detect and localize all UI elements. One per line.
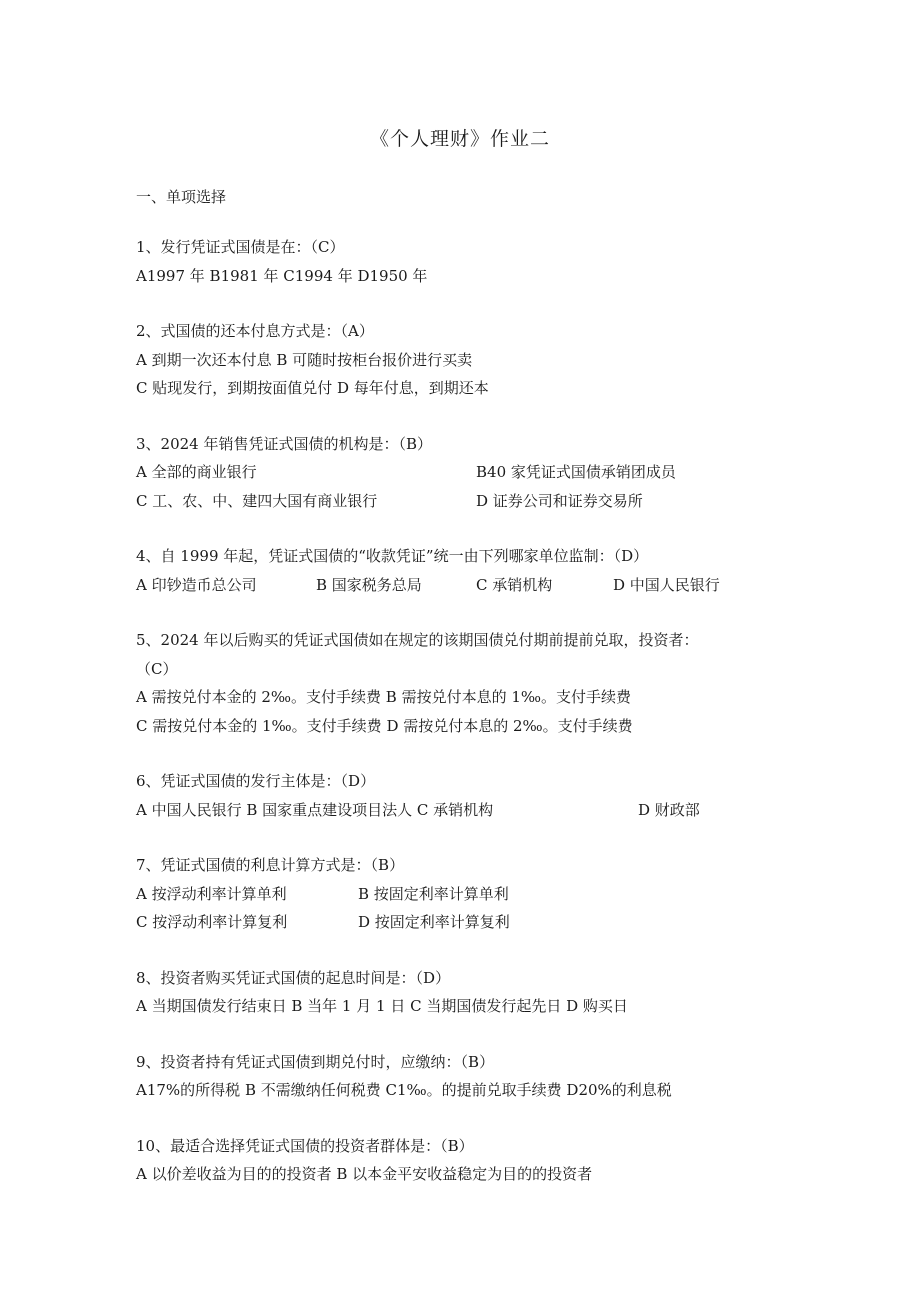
question-options-row-1: A 到期一次还本付息 B 可随时按柜台报价进行买卖 <box>136 350 473 369</box>
question-stem: 2、式国债的还本付息方式是：（A） <box>136 322 374 340</box>
question-options-row-1: A 需按兑付本金的 2‰。支付手续费 B 需按兑付本息的 1‰。支付手续费 <box>136 688 632 706</box>
question-stem: 3、2024 年销售凭证式国债的机构是：（B） <box>136 434 433 453</box>
question-stem-continued: （C） <box>136 659 178 678</box>
question-options-row-2 <box>136 908 776 937</box>
question-stem: 8、投资者购买凭证式国债的起息时间是：（D） <box>136 968 451 987</box>
question-stem: 4、自 1999 年起，凭证式国债的“收款凭证”统一由下列哪家单位监制：（D） <box>136 547 649 565</box>
option-b: B 国家税务总局 <box>316 575 422 594</box>
question-stem: 9、投资者持有凭证式国债到期兑付时，应缴纳：（B） <box>136 1052 495 1071</box>
option-a: A 印钞造币总公司 <box>136 575 257 594</box>
question-5 <box>136 626 776 740</box>
question-10 <box>136 1132 776 1189</box>
option-c: C 工、农、中、建四大国有商业银行 <box>136 491 378 510</box>
question-options-row-2: C 贴现发行，到期按面值兑付 D 每年付息，到期还本 <box>136 379 489 397</box>
option-d: D 中国人民银行 <box>613 575 720 594</box>
option-b: B 按固定利率计算单利 <box>358 884 509 903</box>
question-options: A 以价差收益为目的的投资者 B 以本金平安收益稳定为目的的投资者 <box>136 1165 593 1183</box>
option-c: C 承销机构 <box>476 575 553 594</box>
question-options: A17%的所得税 B 不需缴纳任何税费 C1‰。的提前兑取手续费 D20%的利息税 <box>136 1081 672 1099</box>
question-4 <box>136 542 776 599</box>
question-8 <box>136 964 776 1021</box>
option-d: D 证券公司和证券交易所 <box>476 491 643 510</box>
question-options: A1997 年 B1981 年 C1994 年 D1950 年 <box>136 266 428 285</box>
option-d: D 按固定利率计算复利 <box>358 913 510 931</box>
question-stem: 5、2024 年以后购买的凭证式国债如在规定的该期国债兑付期前提前兑取，投资者： <box>136 631 699 649</box>
option-d: D 财政部 <box>638 800 700 819</box>
document-title: 《个人理财》作业二 <box>369 128 550 150</box>
question-3 <box>136 430 776 516</box>
option-a-b-c: A 中国人民银行 B 国家重点建设项目法人 C 承销机构 <box>136 800 494 819</box>
question-6 <box>136 767 776 824</box>
question-options <box>136 796 776 825</box>
option-a: A 按浮动利率计算单利 <box>136 884 287 903</box>
question-stem: 10、最适合选择凭证式国债的投资者群体是：（B） <box>136 1136 474 1155</box>
question-1 <box>136 233 776 290</box>
question-options: A 当期国债发行结束日 B 当年 1 月 1 日 C 当期国债发行起先日 D 购买日 <box>136 997 628 1015</box>
question-stem: 1、发行凭证式国债是在：（C） <box>136 238 345 256</box>
option-a: A 全部的商业银行 <box>136 463 257 481</box>
question-options <box>136 571 776 600</box>
question-9 <box>136 1048 776 1105</box>
question-options-row-2: C 需按兑付本金的 1‰。支付手续费 D 需按兑付本息的 2‰。支付手续费 <box>136 716 633 735</box>
question-stem: 7、凭证式国债的利息计算方式是：（B） <box>136 856 405 874</box>
question-stem: 6、凭证式国债的发行主体是：（D） <box>136 772 376 790</box>
option-b: B40 家凭证式国债承销团成员 <box>476 463 676 481</box>
question-options-row-1 <box>136 458 776 487</box>
question-options-row-1 <box>136 880 776 909</box>
section-heading: 一、单项选择 <box>136 188 227 206</box>
question-list <box>136 233 776 1216</box>
question-7 <box>136 851 776 937</box>
option-c: C 按浮动利率计算复利 <box>136 913 288 931</box>
question-options-row-2 <box>136 487 776 516</box>
question-2 <box>136 317 776 403</box>
